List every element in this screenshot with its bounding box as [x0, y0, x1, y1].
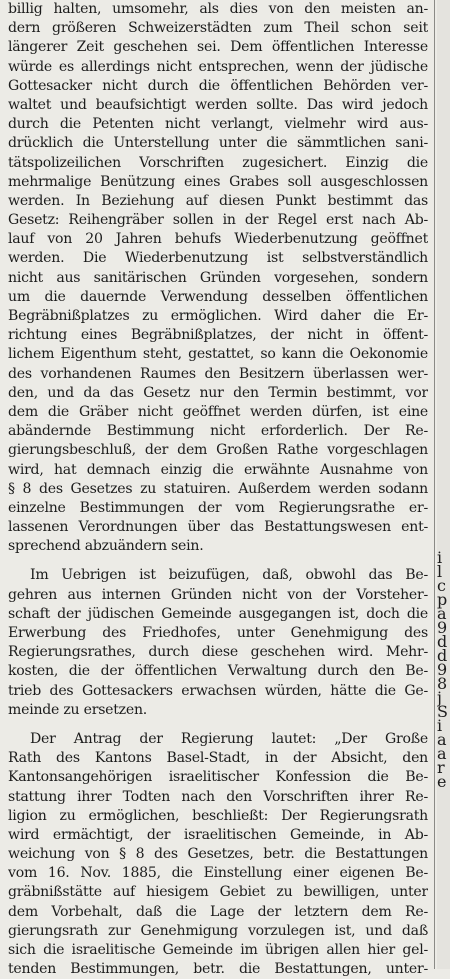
adjacent-column-glyph: S [437, 702, 448, 721]
text-line: werden. In Beziehung auf diesen Punkt bestimmt das [8, 192, 428, 209]
text-line: § 8 des Gesetzes zu statuiren. Außerdem werden sodann [8, 480, 428, 497]
text-line: werden. Die Wiederbenutzung ist selbstverständlich [8, 250, 428, 267]
adjacent-column-glyph: r [437, 758, 445, 777]
text-line: Im Uebrigen ist beizufügen, daß, obwohl das Be- [30, 567, 428, 584]
text-line: nicht aus sanitärischen Gründen vorgesehen, sondern [8, 269, 428, 286]
text-line: mehrmalige Benützung eines Grabes soll ausgeschlossen [8, 173, 428, 190]
text-line: tätspolizeilichen Vorschriften zugesichert. Einzig die [8, 154, 428, 171]
adjacent-column-glyph: l [437, 562, 443, 581]
paragraph-gap [8, 556, 428, 566]
text-line: Regierungsrathes, durch diese geschehen wird. Mehr- [8, 644, 428, 661]
text-line: Gottesacker nicht durch die öffentlichen Behörden ver- [8, 77, 428, 94]
text-line: wird ermächtigt, der israelitischen Gemeinde, in Ab- [8, 826, 428, 843]
text-line: lichem Eigenthum steht, gestattet, so kann die Oekonomie [8, 346, 428, 363]
adjacent-column-glyph: i [437, 548, 443, 567]
adjacent-column-glyph: p [437, 590, 448, 609]
text-line: tenden Bestimmungen, betr. die Bestattungen, unter- [8, 961, 428, 978]
adjacent-column-glyph: 8 [437, 674, 448, 693]
text-line: meinde zu ersetzen. [8, 701, 148, 718]
adjacent-column-glyph: a [437, 604, 447, 623]
text-line: gierungsrath zur Genehmigung vorzulegen ist, und daß [8, 922, 428, 939]
adjacent-column-glyph: c [437, 576, 446, 595]
adjacent-column-fragment [437, 0, 450, 969]
adjacent-column-glyph: 9 [437, 660, 448, 679]
text-line: billig halten, umsomehr, als dies von den meisten an- [8, 1, 428, 17]
text-line: richtung eines Begräbnißplatzes, der nicht in öffent- [8, 327, 428, 344]
text-line: drücklich die Unterstellung unter die sämmtlichen sani- [8, 135, 428, 152]
text-line: vom 16. Nov. 1885, die Einstellung einer eigenen Be- [8, 865, 428, 882]
paragraph-3 [8, 730, 428, 979]
adjacent-column-glyph: 9 [437, 618, 448, 637]
text-line: abändernde Bestimmung nicht erforderlich. Der Re- [8, 423, 428, 440]
text-line: sprechend abzuändern sein. [8, 538, 204, 555]
text-line: um die dauernde Verwendung desselben öffentlichen [8, 288, 428, 305]
adjacent-column-glyph: i [437, 716, 443, 735]
text-line: längerer Zeit geschehen sei. Dem öffentlichen Interesse [8, 39, 428, 56]
adjacent-column-glyph: e [437, 772, 447, 791]
text-line: Gesetz: Reihengräber sollen in der Regel erst nach Ab- [8, 212, 428, 229]
text-line: weichung von § 8 des Gesetzes, betr. die Bestattungen [8, 846, 428, 863]
paragraph-1 [8, 0, 428, 556]
adjacent-column-glyph: d [437, 646, 448, 665]
text-line: Begräbnißplatzes zu ermöglichen. Wird daher die Er- [8, 308, 428, 324]
blank-area [437, 0, 450, 548]
text-line: waltet und beaufsichtigt werden sollte. Das wird jedoch [8, 96, 428, 113]
adjacent-column-glyph: a [437, 744, 447, 763]
adjacent-column-glyph: d [437, 632, 448, 651]
text-line: einzelne Bestimmungen der vom Regierungsrathe er- [8, 499, 428, 516]
column-divider [434, 0, 435, 969]
text-line: durch die Petenten nicht verlangt, vielmehr wird aus- [8, 116, 428, 133]
text-line: gehren aus internen Gründen nicht von der Vorsteher- [8, 586, 428, 603]
text-line: den, und da das Gesetz nur den Termin bestimmt, vor [8, 384, 428, 401]
text-line: trieb des Gottesackers erwachsen würden, hätte die Ge- [8, 682, 428, 699]
text-line: ligion zu ermöglichen, beschließt: Der Regierungsrath [8, 807, 428, 824]
text-line: sich die israelitische Gemeinde im übrigen allen hier gel- [8, 942, 428, 958]
text-line: Kantonsangehörigen israelitischer Konfession die Be- [8, 769, 428, 786]
text-line: gierungsbeschluß, der dem Großen Rathe vorgeschlagen [8, 442, 428, 459]
text-line: Der Antrag der Regierung lautet: „Der Große [30, 730, 428, 747]
text-line: wird, hat demnach einzig die erwähnte Ausnahme von [8, 461, 428, 478]
text-line: schaft der jüdischen Gemeinde ausgegangen ist, doch die [8, 605, 428, 622]
text-line: gräbnißstätte auf hiesigem Gebiet zu bewilligen, unter [8, 884, 428, 901]
text-line: Rath des Kantons Basel-Stadt, in der Absicht, den [8, 750, 428, 767]
paragraph-2 [8, 566, 428, 720]
paragraph-gap [8, 720, 428, 730]
text-line: würde es allerdings nicht entsprechen, wenn der jüdische [8, 58, 428, 75]
text-line: dem Vorbehalt, daß die Lage der letztern dem Re- [8, 903, 428, 920]
text-line: dern größeren Schweizerstädten zum Theil schon seit [8, 20, 428, 37]
text-line: kosten, die der öffentlichen Verwaltung durch den Be- [8, 663, 428, 680]
text-line: des vorhandenen Raumes den Besitzern überlassen wer- [8, 365, 428, 382]
text-line: lauf von 20 Jahren behufs Wiederbenutzung geöffnet [8, 231, 428, 248]
text-line: dem die Gräber nicht geöffnet werden dürfen, ist eine [8, 403, 428, 420]
adjacent-column-glyph: a [437, 730, 447, 749]
text-line: Erwerbung des Friedhofes, unter Genehmigung des [8, 625, 428, 641]
text-line: stattung ihrer Todten nach den Vorschriften ihrer Re- [8, 788, 428, 805]
text-line: lassenen Verordnungen über das Bestattungswesen ent- [8, 519, 428, 536]
adjacent-column-glyph: j [437, 688, 442, 707]
